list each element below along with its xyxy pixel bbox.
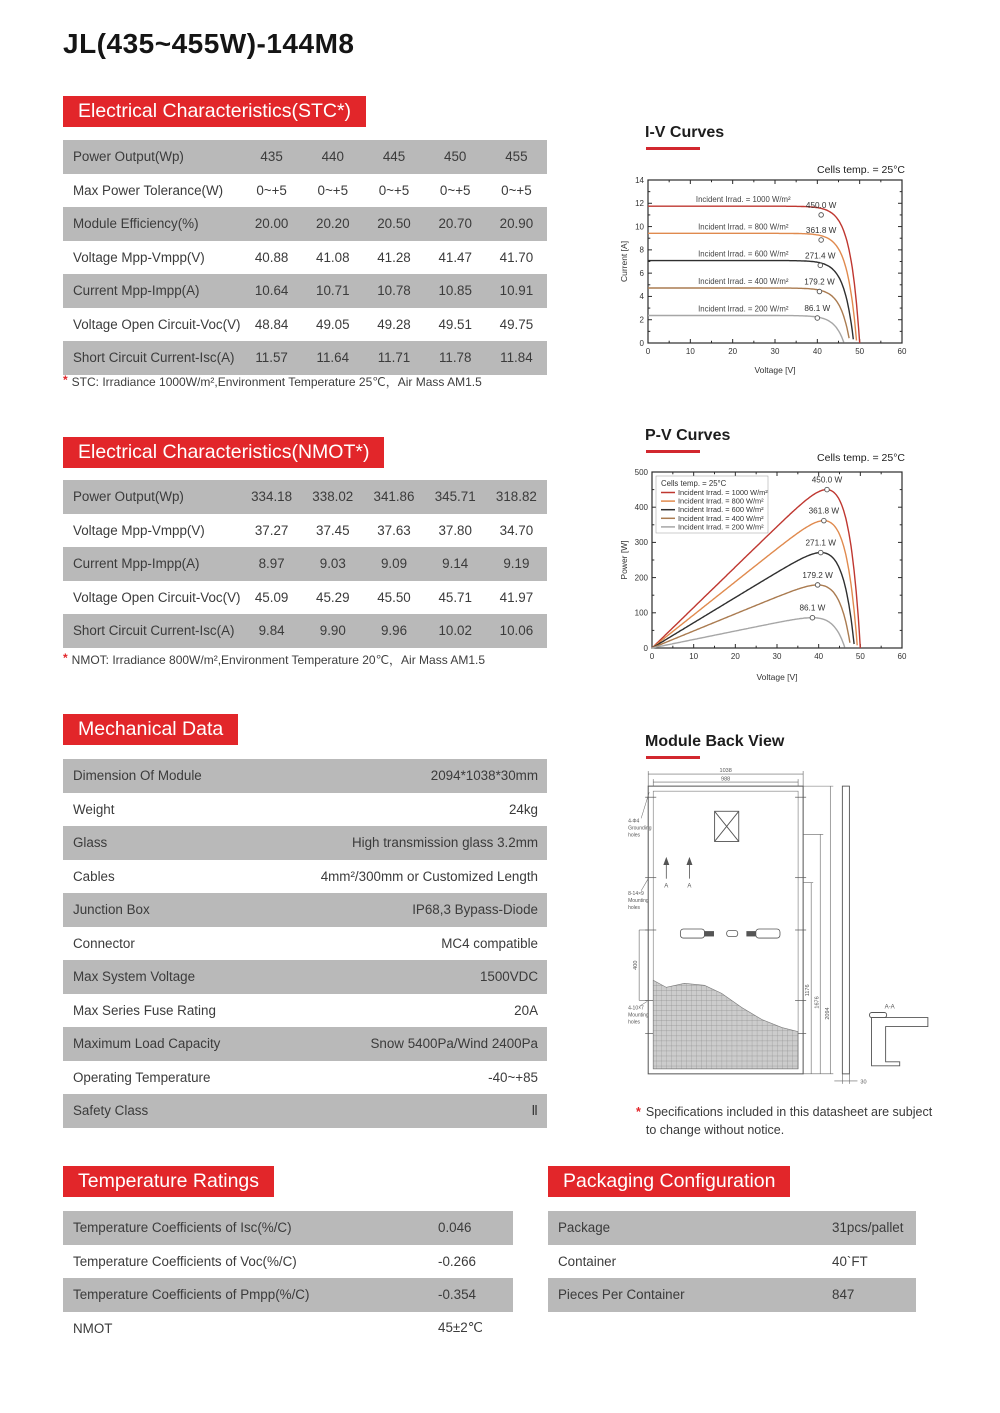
footnote-asterisk: *: [63, 651, 68, 665]
svg-text:Power [W]: Power [W]: [619, 540, 629, 580]
row-value: 345.71: [434, 489, 476, 505]
row-value: 49.51: [438, 316, 472, 332]
row-value: 45.09: [254, 589, 289, 605]
svg-text:4-10×7: 4-10×7: [628, 1005, 644, 1012]
junction-box-icon: [715, 811, 739, 841]
svg-text:50: 50: [855, 652, 865, 661]
footnote-asterisk: *: [63, 373, 68, 387]
svg-text:179.2 W: 179.2 W: [804, 277, 835, 287]
row-label: Short Circuit Current-Isc(A): [73, 623, 235, 639]
table-row: [63, 1245, 513, 1279]
svg-text:10: 10: [635, 222, 644, 232]
table-row: [548, 1245, 916, 1279]
row-value: 49.75: [499, 316, 534, 332]
svg-text:30: 30: [772, 652, 782, 661]
table-row: [63, 793, 547, 827]
svg-text:4-Φ4: 4-Φ4: [628, 818, 640, 825]
svg-text:Cells temp. = 25°C: Cells temp. = 25°C: [661, 479, 727, 488]
back-view-title-underline: [646, 756, 700, 759]
stc-footnote: [63, 373, 482, 390]
row-value: 341.86: [373, 489, 415, 505]
row-label: Weight: [73, 801, 115, 817]
row-value: 37.27: [254, 522, 289, 538]
row-value: 41.08: [316, 249, 350, 265]
dim-1676: 1676: [814, 996, 821, 1009]
row-label: Maximum Load Capacity: [73, 1036, 221, 1052]
section-heading-packaging: Packaging Configuration: [548, 1166, 790, 1197]
pv-curves-chart: [618, 462, 910, 684]
dim-30: 30: [860, 1079, 867, 1086]
row-value: 0~+5: [378, 182, 410, 198]
row-value: 11.64: [316, 350, 350, 366]
row-label: Operating Temperature: [73, 1069, 211, 1085]
mounting-holes-label: [628, 891, 649, 911]
svg-text:Voltage [V]: Voltage [V]: [756, 672, 798, 682]
row-value: 440: [321, 149, 344, 165]
row-value: 445: [382, 149, 406, 165]
svg-text:20: 20: [730, 652, 740, 661]
row-value: 338.02: [312, 489, 354, 505]
row-value: 49.05: [316, 316, 350, 332]
section-heading-stc: Electrical Characteristics(STC*): [63, 96, 366, 127]
row-value: 20A: [514, 1002, 538, 1018]
row-label: Voltage Open Circuit-Voc(V): [73, 589, 241, 605]
table-row: [63, 274, 547, 308]
section-heading-mechanical: Mechanical Data: [63, 714, 238, 745]
svg-text:Mounting: Mounting: [628, 897, 649, 904]
svg-text:Voltage [V]: Voltage [V]: [754, 365, 796, 375]
row-value: 20.00: [254, 216, 289, 232]
row-label: Junction Box: [73, 902, 150, 918]
iv-curves-title: I-V Curves: [645, 124, 725, 141]
section-arrows: [664, 858, 692, 879]
table-row: [63, 1312, 513, 1346]
row-label: Connector: [73, 935, 135, 951]
row-label: Max Series Fuse Rating: [73, 1002, 216, 1018]
row-value: 41.47: [438, 249, 472, 265]
row-value: 40`FT: [832, 1253, 868, 1269]
row-value: 10.78: [377, 283, 411, 299]
svg-text:271.1 W: 271.1 W: [805, 538, 836, 548]
row-value: 0~+5: [501, 182, 532, 198]
table-row: [63, 1211, 513, 1245]
table-row: [63, 480, 547, 514]
row-value: 4mm²/300mm or Customized Length: [320, 868, 538, 884]
svg-text:Incident Irrad. = 1000 W/m²: Incident Irrad. = 1000 W/m²: [695, 195, 791, 205]
section-heading-nmot: Electrical Characteristics(NMOT*): [63, 437, 384, 468]
svg-text:400: 400: [634, 503, 648, 512]
dim-988: 988: [721, 776, 731, 783]
row-label: Current Mpp-Impp(A): [73, 556, 200, 572]
table-row: [63, 826, 547, 860]
svg-text:Incident Irrad. = 200 W/m²: Incident Irrad. = 200 W/m²: [698, 304, 789, 314]
row-value: 45.50: [377, 589, 411, 605]
row-label: NMOT: [73, 1320, 113, 1336]
row-value: 2094*1038*30mm: [430, 768, 538, 784]
section-view-label: A-A: [884, 1004, 895, 1011]
table-row: [63, 614, 547, 648]
svg-text:Mounting: Mounting: [628, 1012, 649, 1019]
row-value: 10.02: [438, 623, 472, 639]
section-marker-a: A: [687, 883, 692, 890]
row-value: 9.90: [319, 623, 346, 639]
dim-1038: 1038: [719, 768, 732, 775]
row-value: 45±2℃: [438, 1320, 483, 1336]
svg-text:8-14×9: 8-14×9: [628, 890, 644, 897]
svg-text:30: 30: [770, 347, 780, 356]
table-row: [63, 1094, 547, 1128]
row-value: 11.57: [255, 350, 288, 366]
mounting-holes-2-label: [628, 1005, 649, 1025]
row-value: -0.354: [438, 1287, 476, 1303]
spec-note: [636, 1104, 936, 1139]
row-value: 10.85: [438, 283, 472, 299]
table-row: [63, 960, 547, 994]
table-row: [63, 341, 547, 375]
pv-curves-title: P-V Curves: [645, 427, 731, 444]
svg-text:100: 100: [634, 608, 648, 618]
row-value: Snow 5400Pa/Wind 2400Pa: [370, 1036, 538, 1052]
row-value: 11.71: [377, 350, 411, 366]
svg-text:200: 200: [634, 573, 648, 583]
row-value: 20.70: [438, 216, 472, 232]
svg-text:Incident Irrad. = 800 W/m²: Incident Irrad. = 800 W/m²: [678, 496, 764, 506]
dim-400: 400: [633, 960, 640, 970]
row-value: MC4 compatible: [441, 935, 538, 951]
svg-text:4: 4: [639, 292, 644, 302]
row-value: IP68,3 Bypass-Diode: [412, 902, 538, 918]
table-row: [63, 514, 547, 548]
row-value: 10.64: [254, 283, 289, 299]
row-label: Safety Class: [73, 1103, 149, 1119]
dim-1176: 1176: [805, 984, 812, 997]
svg-text:holes: holes: [628, 832, 641, 839]
row-label: Temperature Coefficients of Isc(%/C): [73, 1220, 292, 1236]
spec-note-text: Specifications included in this datasheet are subject to change without notice.: [645, 1105, 933, 1137]
row-label: Current Mpp-Impp(A): [73, 283, 200, 299]
row-value: 41.70: [499, 249, 534, 265]
svg-text:450.0 W: 450.0 W: [811, 475, 843, 485]
svg-text:86.1 W: 86.1 W: [799, 603, 826, 613]
svg-text:0: 0: [643, 643, 648, 653]
svg-text:Incident Irrad. = 1000 W/m²: Incident Irrad. = 1000 W/m²: [678, 488, 768, 497]
row-label: Module Efficiency(%): [73, 216, 199, 232]
nmot-table: [63, 480, 547, 648]
svg-text:0: 0: [645, 347, 651, 356]
row-value: 11.78: [438, 350, 472, 366]
nmot-footnote: [63, 651, 485, 668]
svg-text:500: 500: [634, 467, 648, 477]
row-value: 37.80: [438, 522, 472, 538]
dim-400-lines: [639, 930, 648, 1000]
hatched-area: [653, 980, 798, 1069]
row-value: 9.09: [380, 556, 408, 572]
row-value: 10.91: [499, 283, 534, 299]
svg-text:14: 14: [635, 175, 644, 185]
row-value: 450: [444, 149, 467, 165]
back-view-title: Module Back View: [645, 733, 785, 750]
row-label: Short Circuit Current-Isc(A): [73, 350, 235, 366]
row-label: Package: [558, 1220, 611, 1236]
table-row: [548, 1278, 916, 1312]
cable-connectors: [680, 929, 780, 938]
row-value: 0~+5: [439, 182, 471, 198]
svg-text:Incident Irrad. = 600 W/m²: Incident Irrad. = 600 W/m²: [678, 505, 764, 515]
row-value: 9.03: [319, 556, 346, 572]
row-value: 9.14: [442, 556, 469, 572]
row-value: 9.84: [258, 623, 285, 639]
row-value: 9.96: [380, 623, 408, 639]
svg-text:450.0 W: 450.0 W: [805, 200, 837, 210]
side-view-bar: [842, 786, 849, 1074]
row-label: Voltage Mpp-Vmpp(V): [73, 249, 205, 265]
svg-text:50: 50: [855, 347, 865, 356]
page-title: JL(435~455W)-144M8: [63, 28, 355, 59]
row-value: 10.71: [316, 283, 350, 299]
svg-text:8: 8: [639, 245, 644, 255]
module-back-view-diagram: [626, 764, 938, 1098]
temperature-table: [63, 1211, 513, 1345]
row-value: 334.18: [251, 489, 293, 505]
row-label: Power Output(Wp): [73, 489, 184, 505]
row-value: 435: [260, 149, 283, 165]
svg-text:60: 60: [897, 652, 907, 661]
table-row: [63, 547, 547, 581]
row-value: -40~+85: [488, 1069, 538, 1085]
row-label: Temperature Coefficients of Pmpp(%/C): [73, 1287, 310, 1303]
footnote-asterisk: *: [636, 1105, 641, 1119]
row-value: 45.29: [316, 589, 350, 605]
svg-text:10: 10: [685, 347, 695, 356]
row-value: 11.84: [500, 350, 533, 366]
svg-text:holes: holes: [628, 904, 641, 911]
table-row: [63, 308, 547, 342]
row-value: 45.71: [438, 589, 472, 605]
row-value: 20.90: [499, 216, 534, 232]
svg-text:0: 0: [649, 652, 655, 661]
right-dimension-lines: [803, 786, 833, 1074]
stc-footnote-text: STC: Irradiance 1000W/m²,Environment Temperature 25℃，Air Mass AM1.5: [71, 375, 482, 389]
row-value: 48.84: [254, 316, 289, 332]
row-label: Pieces Per Container: [558, 1287, 685, 1303]
row-label: Max Power Tolerance(W): [73, 182, 224, 198]
svg-text:Incident Irrad. = 400 W/m²: Incident Irrad. = 400 W/m²: [698, 277, 789, 287]
svg-text:6: 6: [639, 268, 644, 278]
row-label: Voltage Open Circuit-Voc(V): [73, 316, 241, 332]
row-value: Ⅱ: [531, 1102, 538, 1118]
dim-30-lines: [834, 1074, 857, 1084]
row-value: 455: [505, 149, 528, 165]
svg-text:361.8 W: 361.8 W: [805, 225, 837, 235]
svg-text:179.2 W: 179.2 W: [802, 570, 833, 580]
dim-2094: 2094: [824, 1007, 831, 1020]
iv-curves-chart: [618, 172, 910, 377]
row-label: Power Output(Wp): [73, 149, 184, 165]
iv-cells-temp-label: Cells temp. = 25°C: [817, 164, 905, 176]
table-row: [63, 174, 547, 208]
row-value: 0~+5: [317, 182, 349, 198]
svg-text:86.1 W: 86.1 W: [804, 303, 831, 313]
svg-text:Grounding: Grounding: [628, 825, 652, 832]
row-value: 0.046: [438, 1220, 472, 1236]
row-value: -0.266: [438, 1253, 476, 1269]
table-row: [63, 241, 547, 275]
section-marker-a: A: [664, 883, 669, 890]
row-value: 8.97: [258, 556, 285, 572]
row-value: 20.50: [377, 216, 411, 232]
mechanical-table: [63, 759, 547, 1128]
row-value: 0~+5: [256, 182, 287, 198]
section-heading-temperature: Temperature Ratings: [63, 1166, 274, 1197]
packaging-table: [548, 1211, 916, 1312]
svg-text:40: 40: [814, 652, 824, 661]
row-value: 40.88: [254, 249, 289, 265]
row-value: 318.82: [495, 489, 537, 505]
svg-text:300: 300: [634, 538, 648, 548]
row-value: 24kg: [508, 801, 538, 817]
row-value: 31pcs/pallet: [832, 1220, 904, 1236]
row-label: Voltage Mpp-Vmpp(V): [73, 522, 205, 538]
table-row: [63, 207, 547, 241]
svg-text:Current [A]: Current [A]: [619, 240, 629, 283]
svg-text:holes: holes: [628, 1019, 641, 1026]
svg-text:0: 0: [639, 338, 644, 348]
table-row: [63, 893, 547, 927]
pv-cells-temp-label: Cells temp. = 25°C: [817, 452, 905, 464]
table-row: [63, 140, 547, 174]
svg-text:60: 60: [897, 347, 907, 356]
stc-table: [63, 140, 547, 375]
svg-text:Incident Irrad. = 200 W/m²: Incident Irrad. = 200 W/m²: [678, 522, 764, 532]
svg-text:361.8 W: 361.8 W: [808, 506, 840, 516]
table-row: [63, 759, 547, 793]
table-row: [63, 1278, 513, 1312]
svg-text:Incident Irrad. = 600 W/m²: Incident Irrad. = 600 W/m²: [698, 249, 789, 259]
row-value: 10.06: [499, 623, 534, 639]
row-value: 37.45: [316, 522, 350, 538]
svg-text:40: 40: [812, 347, 822, 356]
row-value: 41.28: [377, 249, 411, 265]
svg-text:10: 10: [689, 652, 699, 661]
svg-text:12: 12: [635, 199, 644, 209]
table-row: [548, 1211, 916, 1245]
row-label: Glass: [73, 835, 108, 851]
svg-text:20: 20: [728, 347, 738, 356]
svg-text:271.4 W: 271.4 W: [805, 251, 836, 261]
table-row: [63, 581, 547, 615]
row-value: 49.28: [377, 316, 411, 332]
row-value: 41.97: [499, 589, 534, 605]
table-row: [63, 1027, 547, 1061]
svg-text:Incident Irrad. = 400 W/m²: Incident Irrad. = 400 W/m²: [678, 513, 764, 523]
row-value: 1500VDC: [479, 969, 538, 985]
iv-title-underline: [646, 147, 700, 150]
aa-section-profile: [870, 1012, 928, 1065]
nmot-footnote-text: NMOT: Irradiance 800W/m²,Environment Temperature 20℃，Air Mass AM1.5: [71, 653, 486, 667]
row-label: Container: [558, 1253, 617, 1269]
row-label: Dimension Of Module: [73, 768, 202, 784]
row-label: Cables: [73, 868, 115, 884]
svg-text:Incident Irrad. = 800 W/m²: Incident Irrad. = 800 W/m²: [698, 222, 789, 232]
row-value: High transmission glass 3.2mm: [351, 835, 538, 851]
table-row: [63, 860, 547, 894]
table-row: [63, 927, 547, 961]
row-value: 34.70: [499, 522, 534, 538]
row-value: 847: [832, 1287, 855, 1303]
row-label: Max System Voltage: [73, 969, 196, 985]
pv-title-underline: [646, 450, 700, 453]
table-row: [63, 994, 547, 1028]
row-value: 37.63: [377, 522, 411, 538]
row-label: Temperature Coefficients of Voc(%/C): [73, 1253, 297, 1269]
row-value: 9.19: [503, 556, 530, 572]
svg-text:2: 2: [639, 315, 644, 325]
row-value: 20.20: [316, 216, 350, 232]
table-row: [63, 1061, 547, 1095]
